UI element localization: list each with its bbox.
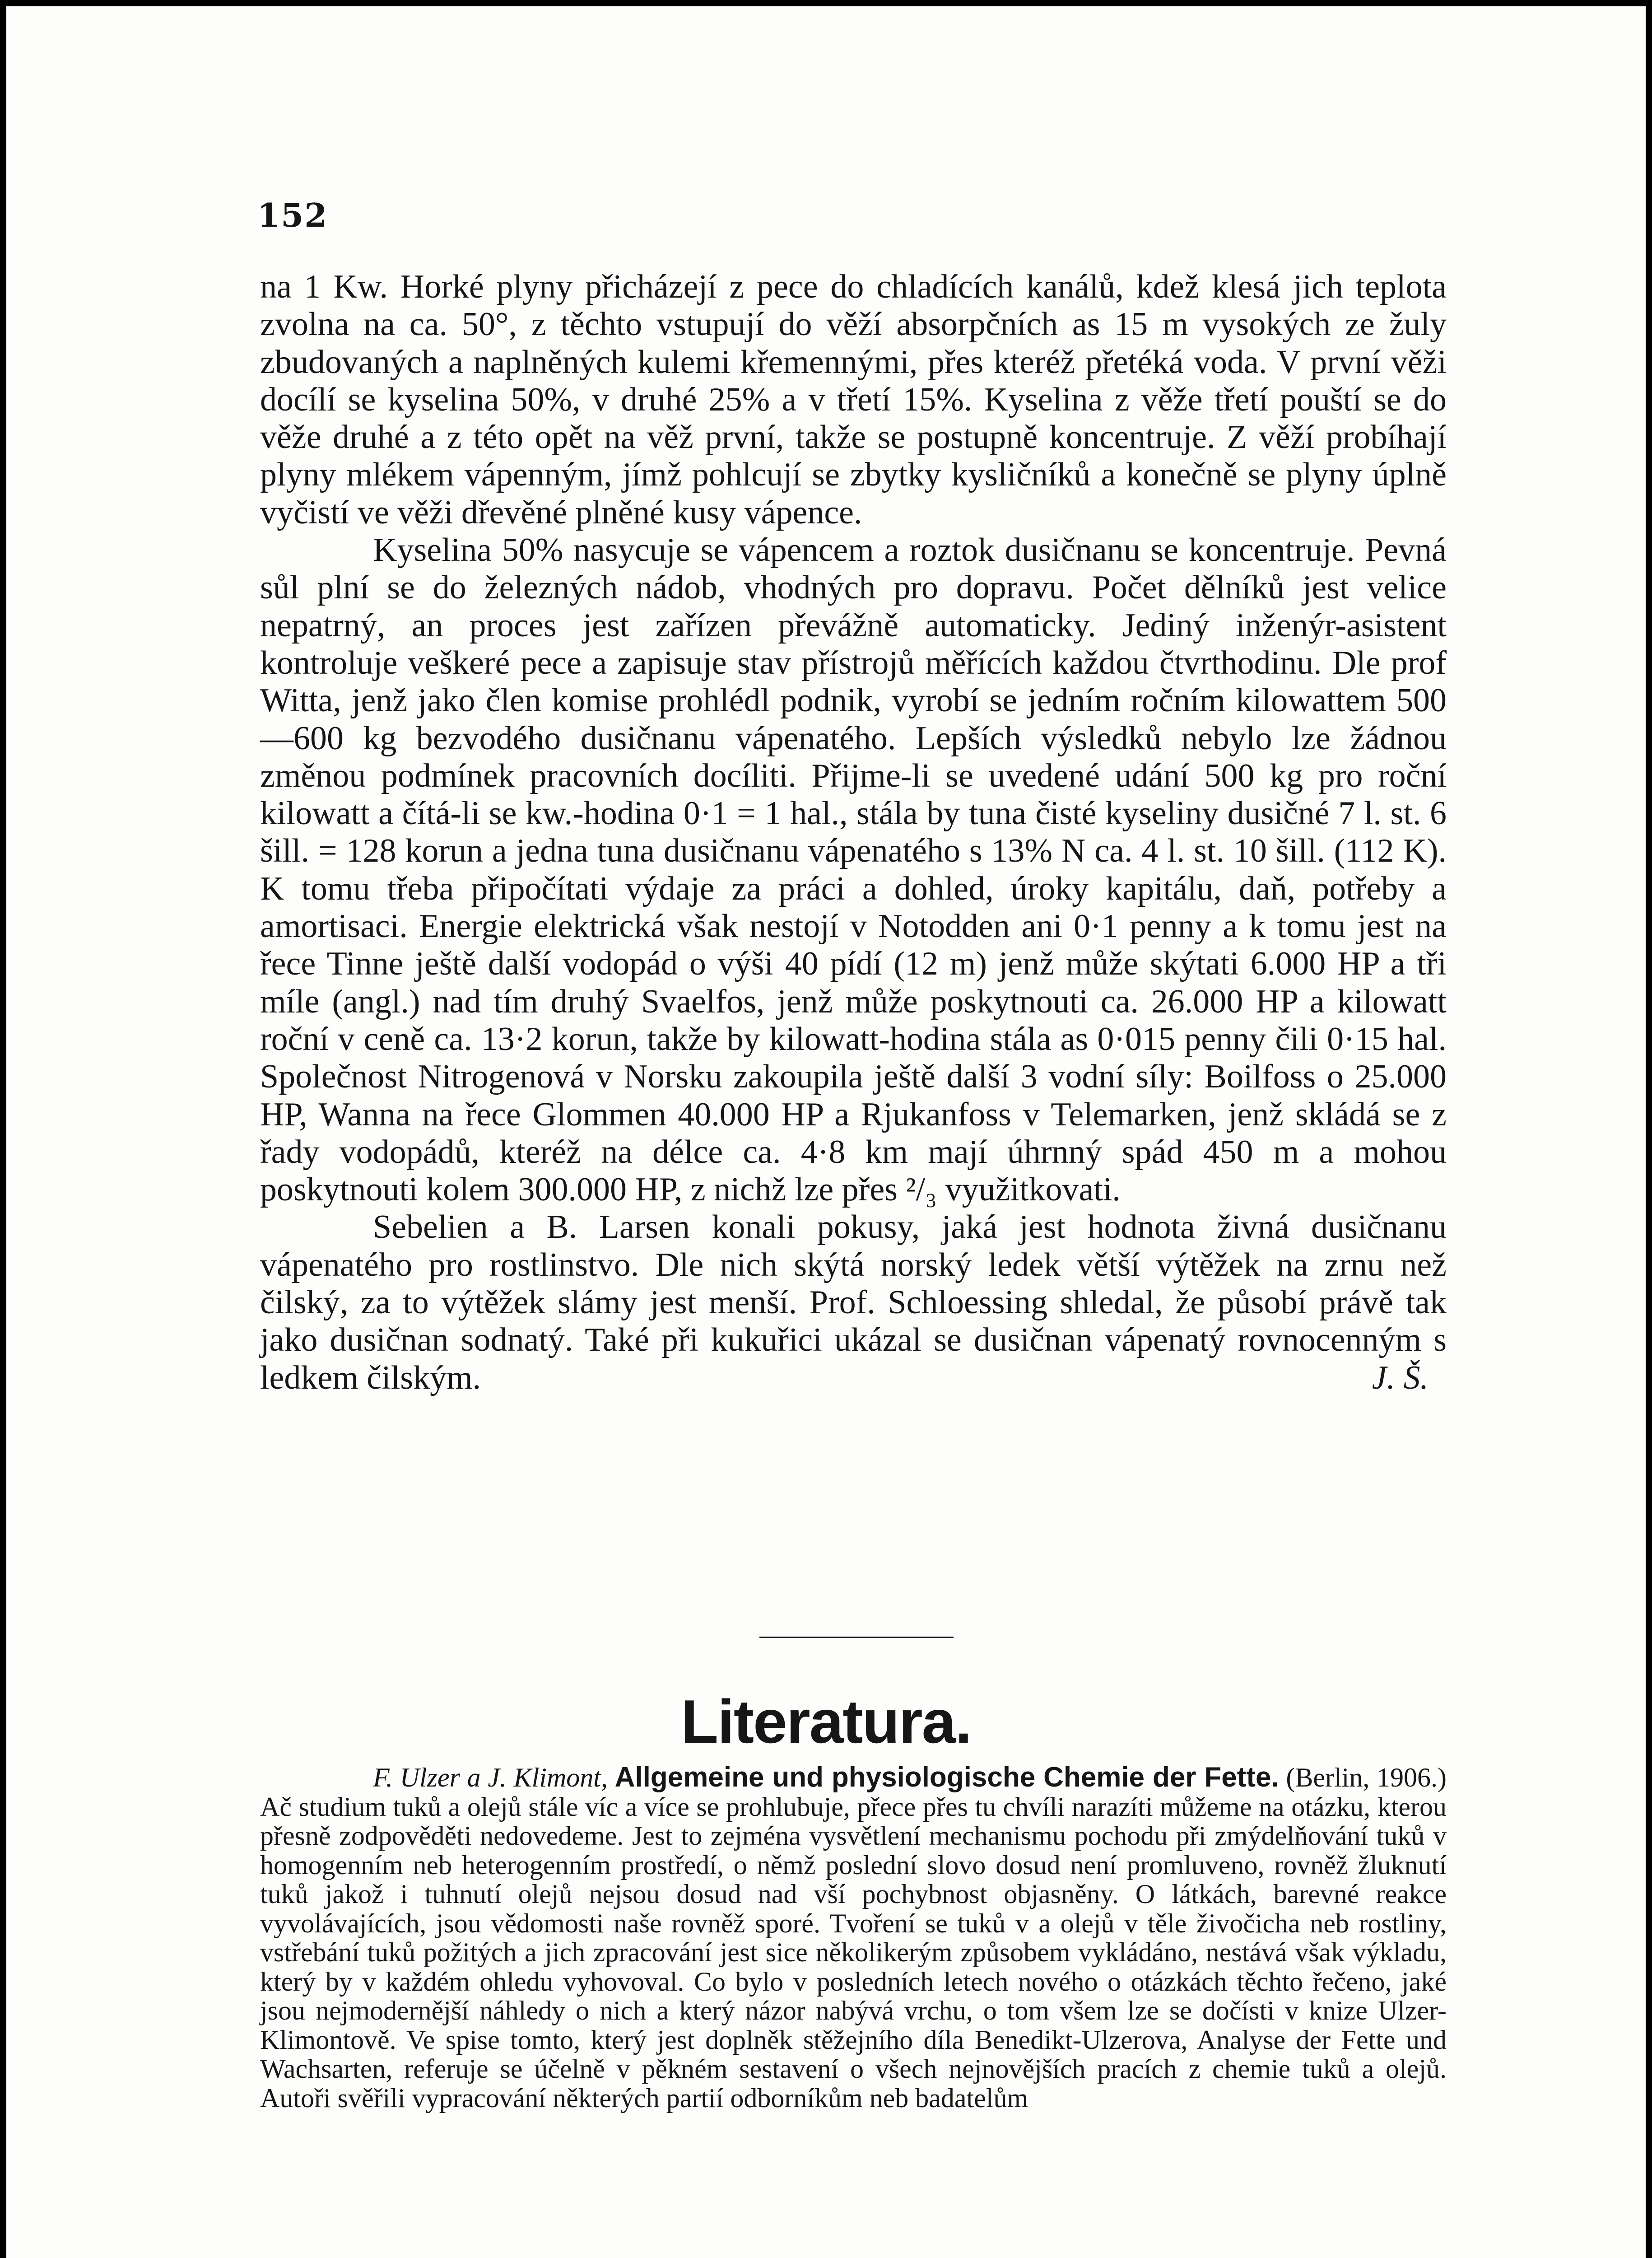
article-paragraph-1: na 1 Kw. Horké plyny přicházejí z pece do chladících kanálů, kdež klesá jich teplota zvolna na ca. 50°, z těchto vstupují do věží absorpčních as 15 m vysokých ze žuly zbudovaných a naplněných kulemi křemennými, přes kteréž přetéká voda. V první věži docílí se kyselina 50%, v druhé 25% a v třetí 15%. Kyselina z věže třetí pouští se do věže druhé a z této opět na věž první, takže se postupně koncentruje. Z věží probíhají plyny mlékem vápenným, jímž pohlcují se zbytky kysličníků a konečně se plyny úplně vyčistí ve věži dřevěné plněné kusy vápence. bbox=[260, 268, 1447, 531]
review-text: (Berlin, 1906.) Ač studium tuků a olejů stále víc a více se prohlubuje, přece přes tu chvíli narazíti můžeme na otázku, kterou přesně zodpověděti nedovedeme. Jest to zejména vysvětlení mechanismu pochodu při zmýdelňování tuků v homogenním neb heterogenním prostředí, o němž poslední slovo dosud není promluveno, rovněž žluknutí tuků jakož i tuhnutí olejů nejsou dosud nad vší pochybnost objasněny. O látkách, barevné reakce vyvolávajících, jsou vědomosti naše rovněž sporé. Tvoření se tuků v a olejů v těle živočicha neb rostliny, vstřebání tuků požitých a jich zpracování jest sice několikerým způsobem vykládáno, nestává však výkladu, který by v každém ohledu vyhovoval. Co bylo v posledních letech nového o otázkách těchto řečeno, jaké jsou nejmodernější náhledy o nich a který názor nabývá vrchu, o tom všem lze se dočísti v knize Ulzer-Klimontově. Ve spise tomto, který jest doplněk stěžejního díla Benedikt-Ulzerova, Analyse der Fette und Wachsarten, referuje se účelně v pěkném sestavení o všech nejnovějších pracích z chemie tuků a olejů. Autoři svěřili vypracování některých partií odborníkům neb badatelům bbox=[260, 1763, 1447, 2113]
review-paragraph bbox=[260, 1763, 1447, 2113]
article-paragraph-3 bbox=[260, 1208, 1447, 1396]
section-divider bbox=[759, 1637, 954, 1638]
page-number: 152 bbox=[257, 196, 328, 234]
article-paragraph-2: Kyselina 50% nasycuje se vápencem a roztok dusičnanu se koncentruje. Pevná sůl plní se do železných nádob, vhodných pro dopravu. Počet dělníků jest velice nepatrný, an proces jest zařízen převážně automaticky. Jediný inženýr-asistent kontroluje veškeré pece a zapisuje stav přístrojů měřících každou čtvrthodinu. Dle prof Witta, jenž jako člen komise prohlédl podnik, vyrobí se jedním ročním kilowattem 500—600 kg bezvodého dusičnanu vápenatého. Lepších výsledků nebylo lze žádnou změnou podmínek pracovních docíliti. Přijme-li se uvedené udání 500 kg pro roční kilowatt a čítá-li se kw.-hodina 0·1 = 1 hal., stála by tuna čisté kyseliny dusičné 7 l. st. 6 šill. = 128 korun a jedna tuna dusičnanu vápenatého s 13% N ca. 4 l. st. 10 šill. (112 K). K tomu třeba připočítati výdaje za práci a dohled, úroky kapitálu, daň, potřeby a amortisaci. Energie elektrická však nestojí v Notodden ani 0·1 penny a k tomu jest na řece Tinne ještě další vodopád o výši 40 pídí (12 m) jenž může skýtati 6.000 HP a tři míle (angl.) nad tím druhý Svaelfos, jenž může poskytnouti ca. 26.000 HP a kilowatt roční v ceně ca. 13·2 korun, takže by kilowatt-hodina stála as 0·015 penny čili 0·15 hal. Společnost Nitrogenová v Norsku zakoupila ještě další 3 vodní síly: Boilfoss o 25.000 HP, Wanna na řece Glommen 40.000 HP a Rjukanfoss v Telemarken, jenž skládá se z řady vodopádů, kteréž na délce ca. 4·8 km mají úhrnný spád 450 m a mohou poskytnouti kolem 300.000 HP, z nichž lze přes ²/₃ využitkovati. bbox=[260, 532, 1447, 1208]
article-paragraph-3-text: Sebelien a B. Larsen konali pokusy, jaká jest hodnota živná dusičnanu vápenatého pro rostlinstvo. Dle nich skýtá norský ledek větší výtěžek na zrnu než čilský, za to výtěžek slámy jest menší. Prof. Schloessing shledal, že působí právě tak jako dusičnan sodnatý. Také při kukuřici ukázal se dusičnan vápenatý rovnocenným s ledkem čilským. bbox=[260, 1208, 1447, 1396]
literature-heading: Literatura. bbox=[680, 1687, 972, 1756]
literature-review bbox=[260, 1763, 1447, 2113]
article-body bbox=[260, 268, 1447, 1397]
review-book-title: Allgemeine und physiologische Chemie der Fette. bbox=[614, 1762, 1279, 1793]
review-authors: F. Ulzer a J. Klimont, bbox=[373, 1763, 608, 1792]
article-signature: J. Š. bbox=[1372, 1359, 1429, 1396]
document-page bbox=[6, 6, 1646, 2258]
